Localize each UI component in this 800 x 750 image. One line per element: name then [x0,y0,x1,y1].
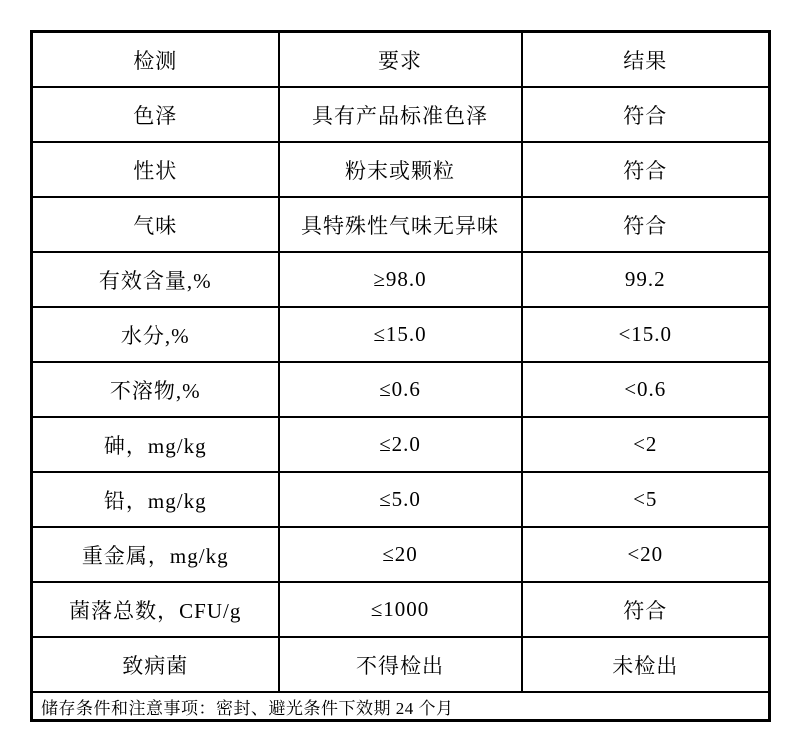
cell-result: 符合 [522,197,770,252]
cell-result: <0.6 [522,362,770,417]
cell-item: 铅，mg/kg [32,472,279,527]
table-row [32,87,770,142]
cell-item: 菌落总数，CFU/g [32,582,279,637]
cell-requirement: 具有产品标准色泽 [279,87,522,142]
header-row [32,32,770,88]
cell-requirement: 不得检出 [279,637,522,692]
cell-item: 不溶物,% [32,362,279,417]
table-row [32,472,770,527]
table-row [32,582,770,637]
document-page [30,30,771,722]
table-row [32,362,770,417]
cell-item: 性状 [32,142,279,197]
header-test: 检测 [32,32,279,88]
cell-result: <15.0 [522,307,770,362]
cell-item: 有效含量,% [32,252,279,307]
header-result: 结果 [522,32,770,88]
table-row [32,417,770,472]
cell-result: 符合 [522,582,770,637]
table-row [32,252,770,307]
cell-item: 色泽 [32,87,279,142]
cell-requirement: ≥98.0 [279,252,522,307]
table-row [32,527,770,582]
cell-result: 99.2 [522,252,770,307]
cell-result: <5 [522,472,770,527]
cell-item: 水分,% [32,307,279,362]
header-requirement: 要求 [279,32,522,88]
cell-requirement: 粉末或颗粒 [279,142,522,197]
inspection-table [30,30,771,722]
cell-requirement: 具特殊性气味无异味 [279,197,522,252]
cell-requirement: ≤0.6 [279,362,522,417]
cell-requirement: ≤15.0 [279,307,522,362]
table-row [32,307,770,362]
table-row [32,637,770,692]
storage-note: 储存条件和注意事项：密封、避光条件下效期 24 个月 [32,692,770,721]
cell-requirement: ≤2.0 [279,417,522,472]
cell-result: 未检出 [522,637,770,692]
cell-item: 气味 [32,197,279,252]
cell-result: <20 [522,527,770,582]
cell-item: 重金属，mg/kg [32,527,279,582]
cell-requirement: ≤5.0 [279,472,522,527]
cell-item: 致病菌 [32,637,279,692]
storage-note-row [32,692,770,721]
table-row [32,197,770,252]
cell-requirement: ≤1000 [279,582,522,637]
cell-result: <2 [522,417,770,472]
table-row [32,142,770,197]
cell-requirement: ≤20 [279,527,522,582]
cell-result: 符合 [522,87,770,142]
cell-item: 砷，mg/kg [32,417,279,472]
cell-result: 符合 [522,142,770,197]
